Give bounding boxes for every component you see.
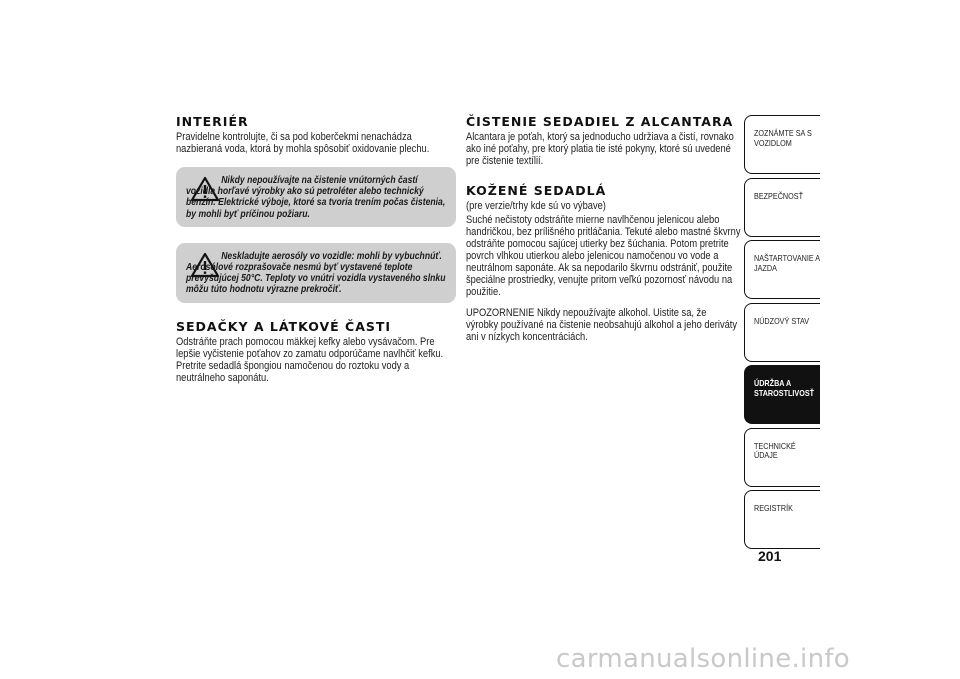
page-number: 201 bbox=[758, 548, 782, 564]
warning-text-aerosol: Neskladujte aerosóly vo vozidle: mohli by vybuchnúť. Aerosólové rozprašovače nesmú byť vystavené teplote prevyšujúcej 50°C. Teploty vo vnútri vozidla vystaveného slnku môžu túto hodnotu výrazne prekročiť. bbox=[186, 250, 446, 296]
sedacky-heading: SEDAČKY A LÁTKOVÉ ČASTI bbox=[176, 318, 392, 334]
kozene-text: Suché nečistoty odstráňte mierne navlhčenou jelenicou alebo handričkou, bez prílišného pritláčania. Tekuté alebo mastné škvrny odstráňte pomocou sajúcej utierky bez šúchania. Potom pretrite povrch vlhkou utierkou alebo jelenicou namočenou vo vode a neutrálnom saponáte. Ak sa nepodarilo škvrnu odstrániť, použite špeciálne prostriedky, venujte pritom veľkú pozornosť návodu na použitie. bbox=[466, 214, 741, 298]
watermark: carmanualsonline.info bbox=[556, 644, 851, 674]
kozene-subtitle: (pre verzie/trhy kde sú vo výbave) bbox=[466, 200, 606, 212]
interier-text: Pravidelne kontrolujte, či sa pod koberčekmi nenachádza nazbieraná voda, ktorá by mohla spôsobiť oxidovanie plechu. bbox=[176, 131, 430, 155]
left-column bbox=[176, 114, 456, 384]
alcantara-text: Alcantara je poťah, ktorý sa jednoducho udržiava a čistí, rovnako ako iné poťahy, pre ktorý platia tie isté pokyny, ktoré sú uvedené pre čistenie textílií. bbox=[466, 131, 734, 167]
warning-box-flammable bbox=[176, 167, 456, 227]
kozene-heading: KOŽENÉ SEDADLÁ bbox=[466, 183, 607, 198]
tab-zoznamte-sa[interactable]: ZOZNÁMTE SA S VOZIDLOM bbox=[744, 115, 820, 174]
alcantara-heading: ČISTENIE SEDADIEL Z ALCANTARA bbox=[466, 114, 734, 129]
interier-heading: INTERIÉR bbox=[176, 114, 249, 129]
tab-technicke-udaje[interactable]: TECHNICKÉ ÚDAJE bbox=[744, 428, 820, 487]
upozornenie-text: UPOZORNENIE Nikdy nepoužívajte alkohol. Uistite sa, že výrobky používané na čistenie neobsahujú alkohol a jeho deriváty ani v nízkych koncentráciách. bbox=[466, 307, 738, 343]
warning-text-flammable: Nikdy nepoužívajte na čistenie vnútorných častí vozidla horľavé výrobky ako sú petroléter alebo technický benzín. Elektrické výboje, ktoré sa tvoria trením počas čistenia, by mohli byť príčinou požiaru. bbox=[186, 175, 446, 220]
tab-udrzba-active[interactable]: ÚDRŽBA A STAROSTLIVOSŤ bbox=[744, 365, 820, 424]
tab-nudzovy-stav[interactable]: NÚDZOVÝ STAV bbox=[744, 303, 820, 362]
sedacky-text: Odstráňte prach pomocou mäkkej kefky alebo vysávačom. Pre lepšie vyčistenie poťahov zo zamatu odporúčame navlhčiť kefku. Pretrite sedadlá špongiou namočenou do roztoku vody a neutrálneho saponátu. bbox=[176, 335, 444, 384]
warning-box-aerosol bbox=[176, 243, 456, 303]
chapter-tabs bbox=[744, 115, 820, 553]
tab-register[interactable]: REGISTRÍK bbox=[744, 490, 820, 549]
tab-nastartovanie[interactable]: NAŠTARTOVANIE A JAZDA bbox=[744, 240, 820, 299]
right-column bbox=[466, 114, 740, 343]
tab-bezpecnost[interactable]: BEZPEČNOSŤ bbox=[744, 178, 820, 237]
